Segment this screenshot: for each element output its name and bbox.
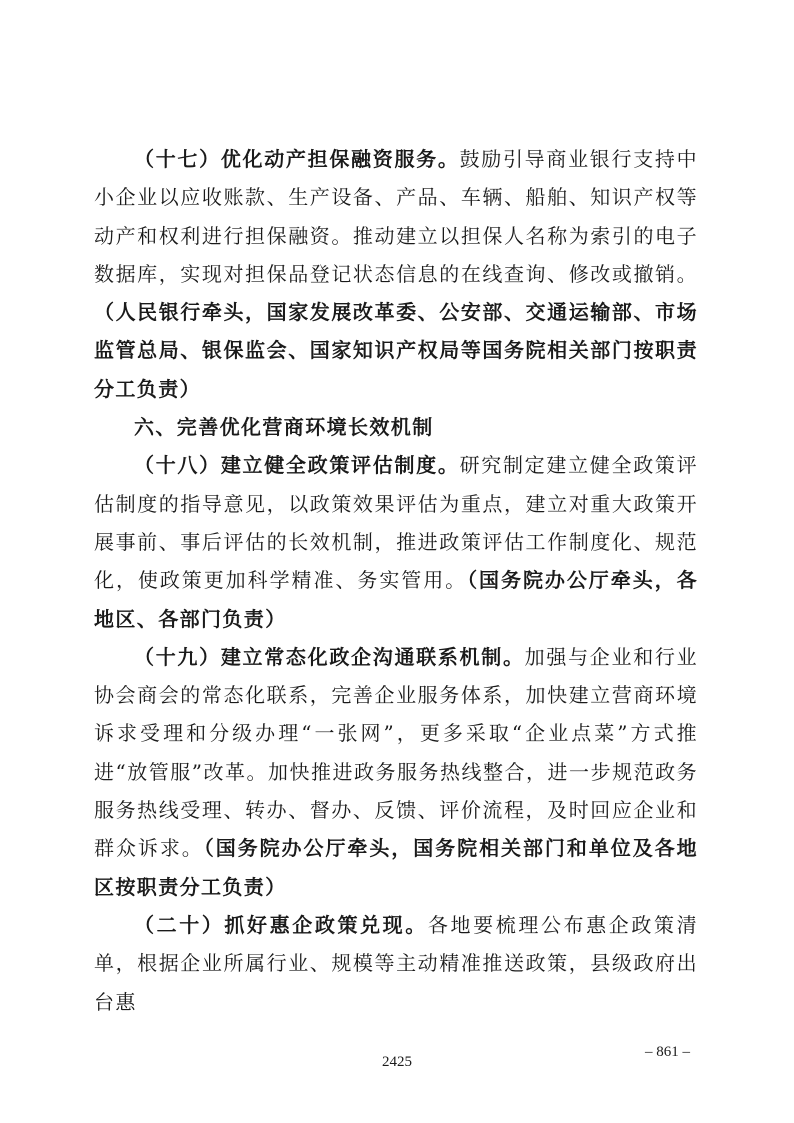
paragraph-19-body: 加强与企业和行业协会商会的常态化联系，完善企业服务体系，加快建立营商环境诉求受理和分级办理“一张网”，更多采取“企业点菜”方式推进“放管服”改革。加快推进政务服务热线整合，进一步规范政务服务热线受理、转办、督办、反馈、评价流程，及时回应企业和群众诉求。: [94, 644, 698, 861]
paragraph-20-lead: （二十）抓好惠企政策兑现。: [134, 912, 428, 937]
paragraph-17-lead: （十七）优化动产担保融资服务。: [134, 147, 460, 171]
document-body: [94, 140, 698, 1021]
paragraph-18-lead: （十八）建立健全政策评估制度。: [134, 453, 460, 478]
paragraph-20: [94, 906, 698, 1021]
paragraph-19-lead: （十九）建立常态化政企沟通联系机制。: [134, 644, 525, 669]
paragraph-17-body: 鼓励引导商业银行支持中小企业以应收账款、生产设备、产品、车辆、船舶、知识产权等动产和权利进行担保融资。推动建立以担保人名称为索引的电子数据库，实现对担保品登记状态信息的在线查询、修改或撤销。: [94, 147, 698, 286]
paragraph-18-responsibility: （国务院办公厅牵头，各地区、各部门负责）: [94, 568, 698, 631]
paragraph-20-body: 各地要梳理公布惠企政策清单，根据企业所属行业、规模等主动精准推送政策，县级政府出台惠: [94, 912, 698, 1014]
paragraph-18: [94, 446, 698, 637]
paragraph-19: [94, 638, 698, 906]
paragraph-17: [94, 140, 698, 408]
stamp-number: 2425: [382, 1054, 412, 1070]
paragraph-18-body: 研究制定建立健全政策评估制度的指导意见，以政策效果评估为重点，建立对重大政策开展事前、事后评估的长效机制，推进政策评估工作制度化、规范化，使政策更加科学精准、务实管用。: [94, 453, 698, 593]
paragraph-17-responsibility: （人民银行牵头，国家发展改革委、公安部、交通运输部、市场监管总局、银保监会、国家知识产权局等国务院相关部门按职责分工负责）: [94, 300, 698, 401]
section-heading-6: 六、完善优化营商环境长效机制: [134, 415, 434, 440]
page-number: – 861 –: [645, 1044, 690, 1060]
paragraph-19-responsibility: （国务院办公厅牵头，国务院相关部门和单位及各地区按职责分工负责）: [94, 836, 699, 899]
